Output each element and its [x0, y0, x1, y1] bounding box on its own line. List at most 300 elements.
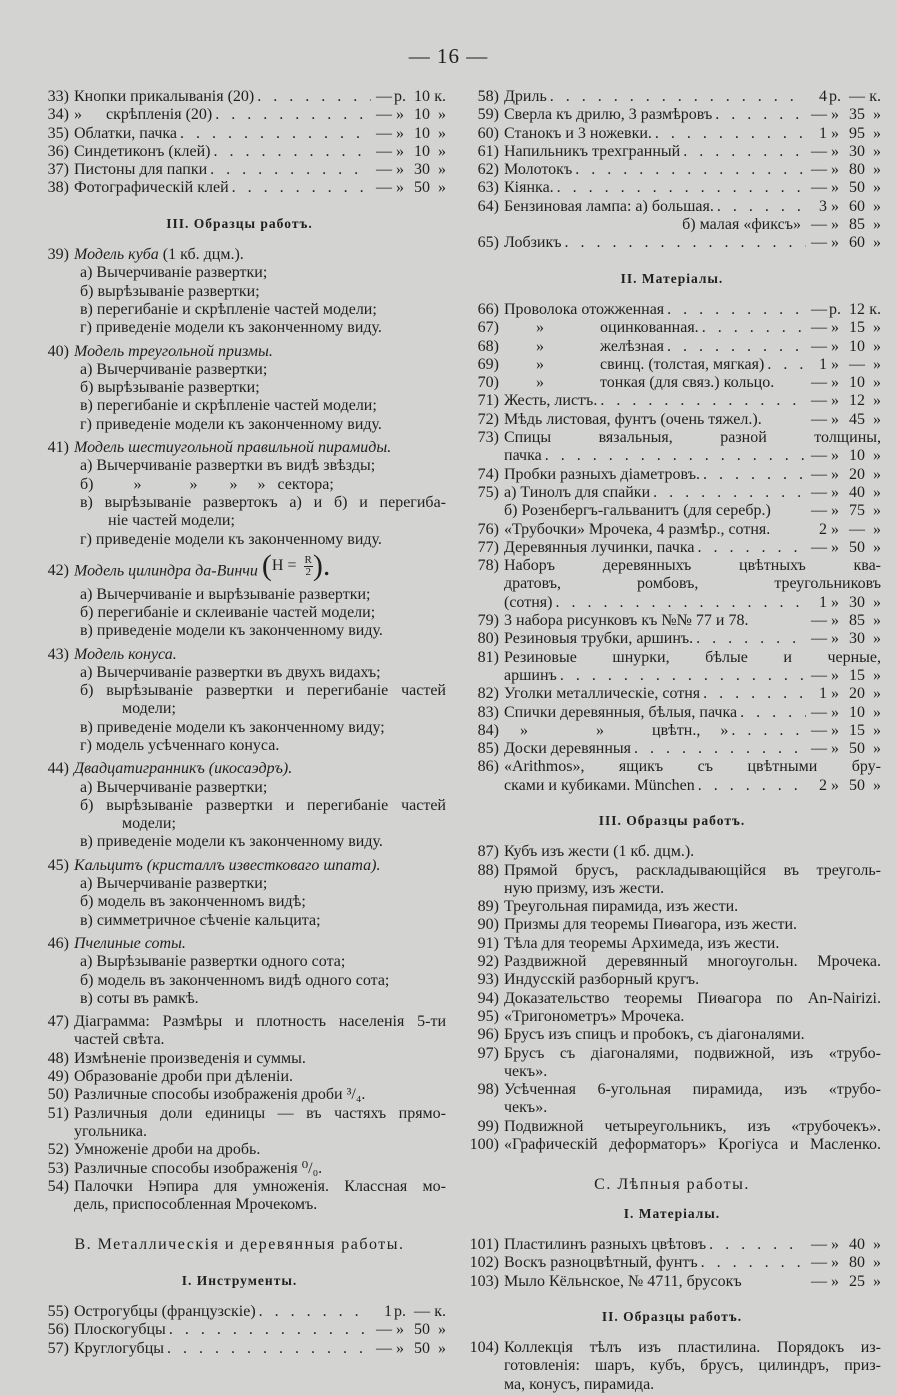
price [809, 612, 881, 630]
price-kopecks-unit: » [873, 538, 881, 556]
list-item [33, 912, 446, 930]
item-number: 55) [47, 1303, 69, 1321]
item-text [504, 319, 699, 337]
list-item [463, 502, 881, 520]
price-rubles-unit: » [831, 106, 839, 124]
item-text [504, 649, 881, 667]
price-kopecks-unit: » [873, 1235, 881, 1253]
item-description: б) вырѣзываніе развертки; [80, 379, 260, 397]
item-text [504, 630, 693, 648]
price [374, 161, 446, 179]
price-kopecks-unit: » [873, 447, 881, 465]
list-item [33, 797, 446, 815]
item-text [504, 1357, 881, 1375]
item-text [504, 1118, 881, 1136]
price-kopecks: 30 [849, 630, 865, 648]
item-text [74, 1031, 165, 1049]
list-item [463, 88, 881, 106]
price [809, 740, 881, 758]
item-text [74, 1303, 256, 1321]
price-kopecks: — [414, 1303, 430, 1321]
item-text [80, 875, 267, 893]
list-item [33, 343, 446, 361]
price-rubles: — [376, 88, 392, 105]
left-column [33, 88, 446, 1358]
dot-leader [698, 777, 806, 795]
list-item [463, 1045, 881, 1063]
price-rubles-unit: » [831, 502, 839, 520]
price [374, 143, 446, 161]
item-number: 37) [47, 161, 69, 179]
dot-leader [259, 1303, 371, 1321]
item-text [504, 198, 714, 216]
item-number: 34) [47, 106, 69, 124]
price-rubles: 1 [819, 124, 827, 142]
price-rubles: — [376, 179, 392, 197]
price [809, 466, 881, 484]
price-rubles-unit: » [831, 666, 839, 684]
price-rubles-unit: » [396, 179, 404, 197]
item-number: 80) [477, 630, 499, 648]
list-item [33, 737, 446, 755]
price-rubles: — [811, 179, 827, 197]
item-description: в) симметричное сѣченіе кальцита; [80, 911, 321, 929]
list-item [33, 143, 446, 161]
price [809, 484, 881, 502]
price-rubles: — [811, 465, 827, 483]
item-number: 89) [477, 898, 499, 916]
item-text [504, 1339, 881, 1357]
price-kopecks: 10 [414, 124, 430, 142]
list-item [33, 833, 446, 851]
item-description: «Тригонометръ» Мрочека. [504, 1007, 685, 1025]
dot-leader [210, 161, 371, 179]
item-description: а) Вычерчиваніе развертки; [80, 875, 268, 893]
item-number: 101) [469, 1235, 499, 1253]
dot-leader [702, 319, 806, 337]
price-kopecks: 75 [849, 502, 865, 520]
item-description: б) перегибаніе и склеиваніе частей модели; [80, 603, 376, 621]
price-rubles-unit: » [831, 465, 839, 483]
list-item [33, 397, 446, 415]
price-rubles-unit: » [831, 721, 839, 739]
item-description: Различные способы изображенія ⁰/₀. [74, 1159, 323, 1177]
price [809, 521, 881, 539]
item-number: 50) [47, 1086, 69, 1104]
price-rubles: — [811, 142, 827, 160]
price [809, 392, 881, 410]
price-rubles-unit: » [396, 124, 404, 142]
dot-leader [703, 685, 806, 703]
price-rubles-unit: » [396, 142, 404, 160]
list-item [33, 935, 446, 953]
item-text [504, 612, 748, 630]
dot-leader [717, 198, 806, 216]
item-number: 46) [47, 934, 69, 952]
dot-leader [560, 667, 806, 685]
price-kopecks: 10 [849, 703, 865, 721]
item-description: Станокъ и 3 ножевки. [504, 124, 652, 142]
item-description: » » цвѣтн., » [504, 721, 729, 739]
item-description: в) приведеніе модели къ законченному виду. [80, 833, 383, 851]
price-rubles-unit: » [831, 197, 839, 215]
price-rubles-unit: » [831, 142, 839, 160]
price [809, 1273, 881, 1291]
price-kopecks: 50 [414, 1321, 430, 1339]
list-item [463, 953, 881, 971]
price [809, 356, 881, 374]
list-item [463, 630, 881, 648]
price-rubles: — [811, 538, 827, 556]
list-item [33, 246, 446, 264]
item-number: 45) [47, 856, 69, 874]
price-rubles: — [811, 612, 827, 630]
list-item [33, 1196, 446, 1214]
item-text [74, 125, 177, 143]
price-kopecks: 10 [849, 447, 865, 465]
price-kopecks: 30 [849, 593, 865, 611]
item-description: Діаграмма: Размѣры и плотность населенія 5-ти [74, 1013, 446, 1031]
item-number: 33) [47, 88, 69, 105]
item-text [504, 575, 881, 593]
item-title: Модель конуса. [74, 645, 177, 663]
price [809, 411, 881, 429]
item-number: 81) [477, 648, 499, 666]
item-text [80, 664, 381, 682]
list-item [463, 1136, 881, 1154]
price [374, 88, 446, 106]
list-item [463, 198, 881, 216]
price-kopecks-unit: » [873, 319, 881, 337]
item-description: Образованіе дроби при дѣленіи. [74, 1068, 294, 1086]
price-kopecks-unit: » [873, 740, 881, 758]
item-description: Тѣла для теоремы Архимеда, изъ жести. [504, 934, 780, 952]
item-description: Синдетиконъ (клей) [74, 142, 211, 160]
item-text [504, 484, 650, 502]
price-kopecks: — [849, 355, 865, 373]
section-heading: II. Образцы работъ. [601, 1308, 743, 1324]
item-description: Усѣченная 6-угольная пирамида, изъ «трубо- [504, 1081, 881, 1099]
list-item [33, 549, 446, 583]
dot-leader [715, 106, 806, 124]
item-number: 66) [477, 300, 499, 318]
list-item [463, 1376, 881, 1394]
item-text [108, 512, 235, 530]
list-item [463, 704, 881, 722]
price-rubles-unit: » [831, 520, 839, 538]
list-item [33, 301, 446, 319]
dot-leader [545, 447, 806, 465]
item-number: 49) [47, 1068, 69, 1086]
item-text [80, 416, 382, 434]
price-kopecks: 60 [849, 197, 865, 215]
price-kopecks-unit: » [873, 161, 881, 179]
dot-leader [683, 143, 806, 161]
price-kopecks: 30 [849, 142, 865, 160]
item-text [80, 283, 260, 301]
list-item [33, 779, 446, 797]
price-kopecks: — [849, 520, 865, 538]
item-description: угольника. [74, 1122, 147, 1140]
price-kopecks: 40 [849, 483, 865, 501]
item-text [80, 682, 446, 700]
item-text [504, 1045, 881, 1063]
item-description: б) модель въ законченномъ видѣ одного сота; [80, 971, 390, 989]
list-item [463, 1099, 881, 1117]
item-title: Кальцитъ (кристаллъ известковаго шпата). [74, 856, 381, 874]
item-description: Брусъ съ діагоналями, подвижной, изъ «трубо- [504, 1044, 881, 1062]
list-item [463, 429, 881, 447]
item-description: а) Вычерчиваніе развертки въ видѣ звѣзды; [80, 457, 376, 475]
item-title: Модель куба [74, 246, 159, 264]
price-rubles-unit: » [831, 216, 839, 234]
item-text [504, 356, 764, 374]
price-kopecks-unit: » [873, 374, 881, 392]
dot-leader [575, 161, 806, 179]
item-number: 40) [47, 342, 69, 360]
item-text [80, 719, 385, 737]
item-description: а) Тинолъ для спайки [504, 483, 651, 501]
list-item [33, 264, 446, 282]
price-kopecks-unit: к. [869, 300, 881, 318]
item-text [80, 779, 267, 797]
list-item [33, 106, 446, 124]
price-rubles-unit: » [831, 740, 839, 758]
item-text [504, 1026, 805, 1044]
list-item [463, 143, 881, 161]
price-kopecks-unit: » [873, 593, 881, 611]
list-item [463, 1008, 881, 1026]
item-number: 62) [477, 161, 499, 179]
item-text [504, 539, 694, 557]
item-description: Бензиновая лампа: а) большая. [504, 197, 714, 215]
price-kopecks-unit: » [873, 776, 881, 794]
item-text [504, 521, 770, 539]
price-kopecks: 15 [849, 666, 865, 684]
item-number: 67) [477, 319, 499, 337]
item-description: Умноженіе дроби на дробь. [74, 1141, 261, 1159]
price-kopecks-unit: » [873, 483, 881, 501]
price-rubles-unit: » [831, 447, 839, 465]
item-number: 56) [47, 1321, 69, 1339]
item-text [74, 343, 273, 361]
list-item [33, 990, 446, 1008]
item-description: Мѣдь листовая, фунтъ (очень тяжел.). [504, 410, 762, 428]
list-item [33, 719, 446, 737]
item-text [504, 777, 695, 795]
item-description: Кіянка. [504, 179, 554, 197]
item-text [80, 912, 321, 930]
item-description: Различныя доли единицы — въ частяхъ прямо- [74, 1104, 446, 1122]
price-kopecks-unit: » [438, 161, 446, 179]
price-rubles: 1 [819, 593, 827, 611]
dot-leader [600, 392, 806, 410]
list-item [33, 1086, 446, 1104]
price-rubles-unit: » [831, 703, 839, 721]
item-text [80, 301, 377, 319]
item-description: г) приведеніе модели къ законченному виду. [80, 530, 382, 548]
list-item [463, 374, 881, 392]
price [809, 143, 881, 161]
price-rubles: — [811, 703, 827, 721]
list-item [463, 898, 881, 916]
list-item [463, 594, 881, 612]
item-text [74, 1141, 260, 1159]
item-text [74, 1196, 317, 1214]
price [809, 502, 881, 520]
item-text [74, 143, 210, 161]
item-description: Облатки, пачка [74, 124, 177, 142]
item-description: дель, приспособленная Мрочекомъ. [74, 1196, 318, 1214]
list-item [463, 106, 881, 124]
item-text [504, 740, 631, 758]
item-number: 88) [477, 861, 499, 879]
dot-leader [180, 125, 371, 143]
list-item [33, 875, 446, 893]
price [809, 198, 881, 216]
price-kopecks: 80 [849, 1254, 865, 1272]
item-text [504, 1236, 706, 1254]
list-item [33, 972, 446, 990]
item-number: 41) [47, 439, 69, 457]
item-text [80, 494, 446, 512]
item-text [80, 604, 375, 622]
item-description: в) соты въ рамкѣ. [80, 989, 199, 1007]
item-text [80, 457, 375, 475]
dot-leader [557, 179, 806, 197]
item-description: а) Вычерчиваніе развертки; [80, 778, 268, 796]
price-kopecks-unit: к. [869, 88, 881, 105]
item-number: 79) [477, 612, 499, 630]
price-kopecks-unit: » [873, 337, 881, 355]
price [809, 301, 881, 319]
item-text [682, 216, 801, 234]
price-kopecks: 40 [849, 1235, 865, 1253]
list-item [463, 484, 881, 502]
list-item [463, 880, 881, 898]
item-number: 43) [47, 645, 69, 663]
fraction [304, 555, 313, 578]
item-description: Раздвижной деревянный многоугольн. Мрочека. [504, 953, 881, 971]
list-item [33, 1068, 446, 1086]
price-rubles-unit: » [831, 630, 839, 648]
item-text [80, 319, 382, 337]
price-rubles-unit: р. [829, 300, 841, 318]
price-rubles: 3 [819, 197, 827, 215]
item-text [80, 737, 279, 755]
item-description: Различные способы изображенія дроби ³/₄. [74, 1086, 366, 1104]
price-kopecks: 10 [414, 88, 430, 105]
price-rubles-unit: » [396, 161, 404, 179]
price-kopecks-unit: » [873, 666, 881, 684]
list-item [33, 179, 446, 197]
price-rubles: — [811, 337, 827, 355]
list-item [33, 1303, 446, 1321]
item-description: Индусскій разборный кругъ. [504, 971, 700, 989]
item-number: 87) [477, 843, 499, 861]
price-kopecks-unit: » [873, 502, 881, 520]
list-item [463, 777, 881, 795]
list-item [463, 1026, 881, 1044]
item-description: ніе частей модели; [108, 512, 235, 530]
item-description: чекъ». [504, 1099, 548, 1117]
item-number: 104) [469, 1339, 499, 1357]
list-item [33, 664, 446, 682]
formula-eq: = [287, 557, 297, 575]
item-description: частей свѣта. [74, 1031, 165, 1049]
price-rubles: — [376, 124, 392, 142]
item-description: б) вырѣзываніе развертки; [80, 282, 260, 300]
item-text [80, 531, 382, 549]
price [374, 179, 446, 197]
list-item [463, 1063, 881, 1081]
section-heading: В. Металлическія и деревянныя работы. [74, 1236, 405, 1254]
item-number: 92) [477, 953, 499, 971]
item-number: 75) [477, 483, 499, 501]
item-description: Измѣненіе произведенія и суммы. [74, 1049, 306, 1067]
item-description: (1 кб. дцм.). [158, 246, 244, 264]
item-text [504, 667, 557, 685]
item-text [80, 476, 334, 494]
dot-leader [215, 106, 371, 124]
item-number: 86) [477, 758, 499, 776]
list-item [463, 1081, 881, 1099]
item-description: » желѣзная [504, 337, 664, 355]
price-rubles-unit: » [831, 374, 839, 392]
price-kopecks: 25 [849, 1272, 865, 1290]
price [374, 125, 446, 143]
item-description: Острогубцы (французскіе) [74, 1303, 256, 1321]
item-text [504, 685, 700, 703]
price-rubles: — [376, 1339, 392, 1357]
list-item [33, 1160, 446, 1178]
item-number: 51) [47, 1104, 69, 1122]
item-number: 76) [477, 520, 499, 538]
price-kopecks: 50 [849, 740, 865, 758]
price-kopecks: 50 [849, 776, 865, 794]
price-kopecks-unit: » [873, 703, 881, 721]
list-item [463, 125, 881, 143]
list-item [463, 447, 881, 465]
item-text [504, 1273, 742, 1291]
price-rubles: — [811, 300, 827, 318]
list-item [463, 971, 881, 989]
dot-leader [257, 88, 371, 106]
price [809, 1254, 881, 1272]
item-text [80, 622, 383, 640]
item-number: 91) [477, 934, 499, 952]
price-rubles: — [811, 1254, 827, 1272]
price-rubles: — [811, 447, 827, 465]
item-text [504, 880, 664, 898]
price [809, 374, 881, 392]
list-item [33, 161, 446, 179]
paren-open: ( [261, 549, 272, 583]
list-item [463, 216, 881, 234]
item-number: 64) [477, 197, 499, 215]
item-description: Доказательство теоремы Пиѳагора по An-Nairizi. [504, 989, 881, 1007]
price-kopecks-unit: » [873, 721, 881, 739]
item-text [504, 466, 700, 484]
item-description: в) приведеніе модели къ законченному виду; [80, 718, 385, 736]
price-rubles: — [376, 1321, 392, 1339]
item-description: (сотня) [504, 593, 553, 611]
item-text [504, 179, 554, 197]
list-item [463, 1357, 881, 1375]
item-description: б) Розенбергъ-гальванитъ (для серебр.) [504, 502, 771, 520]
list-item [33, 1050, 446, 1068]
item-text [74, 161, 207, 179]
